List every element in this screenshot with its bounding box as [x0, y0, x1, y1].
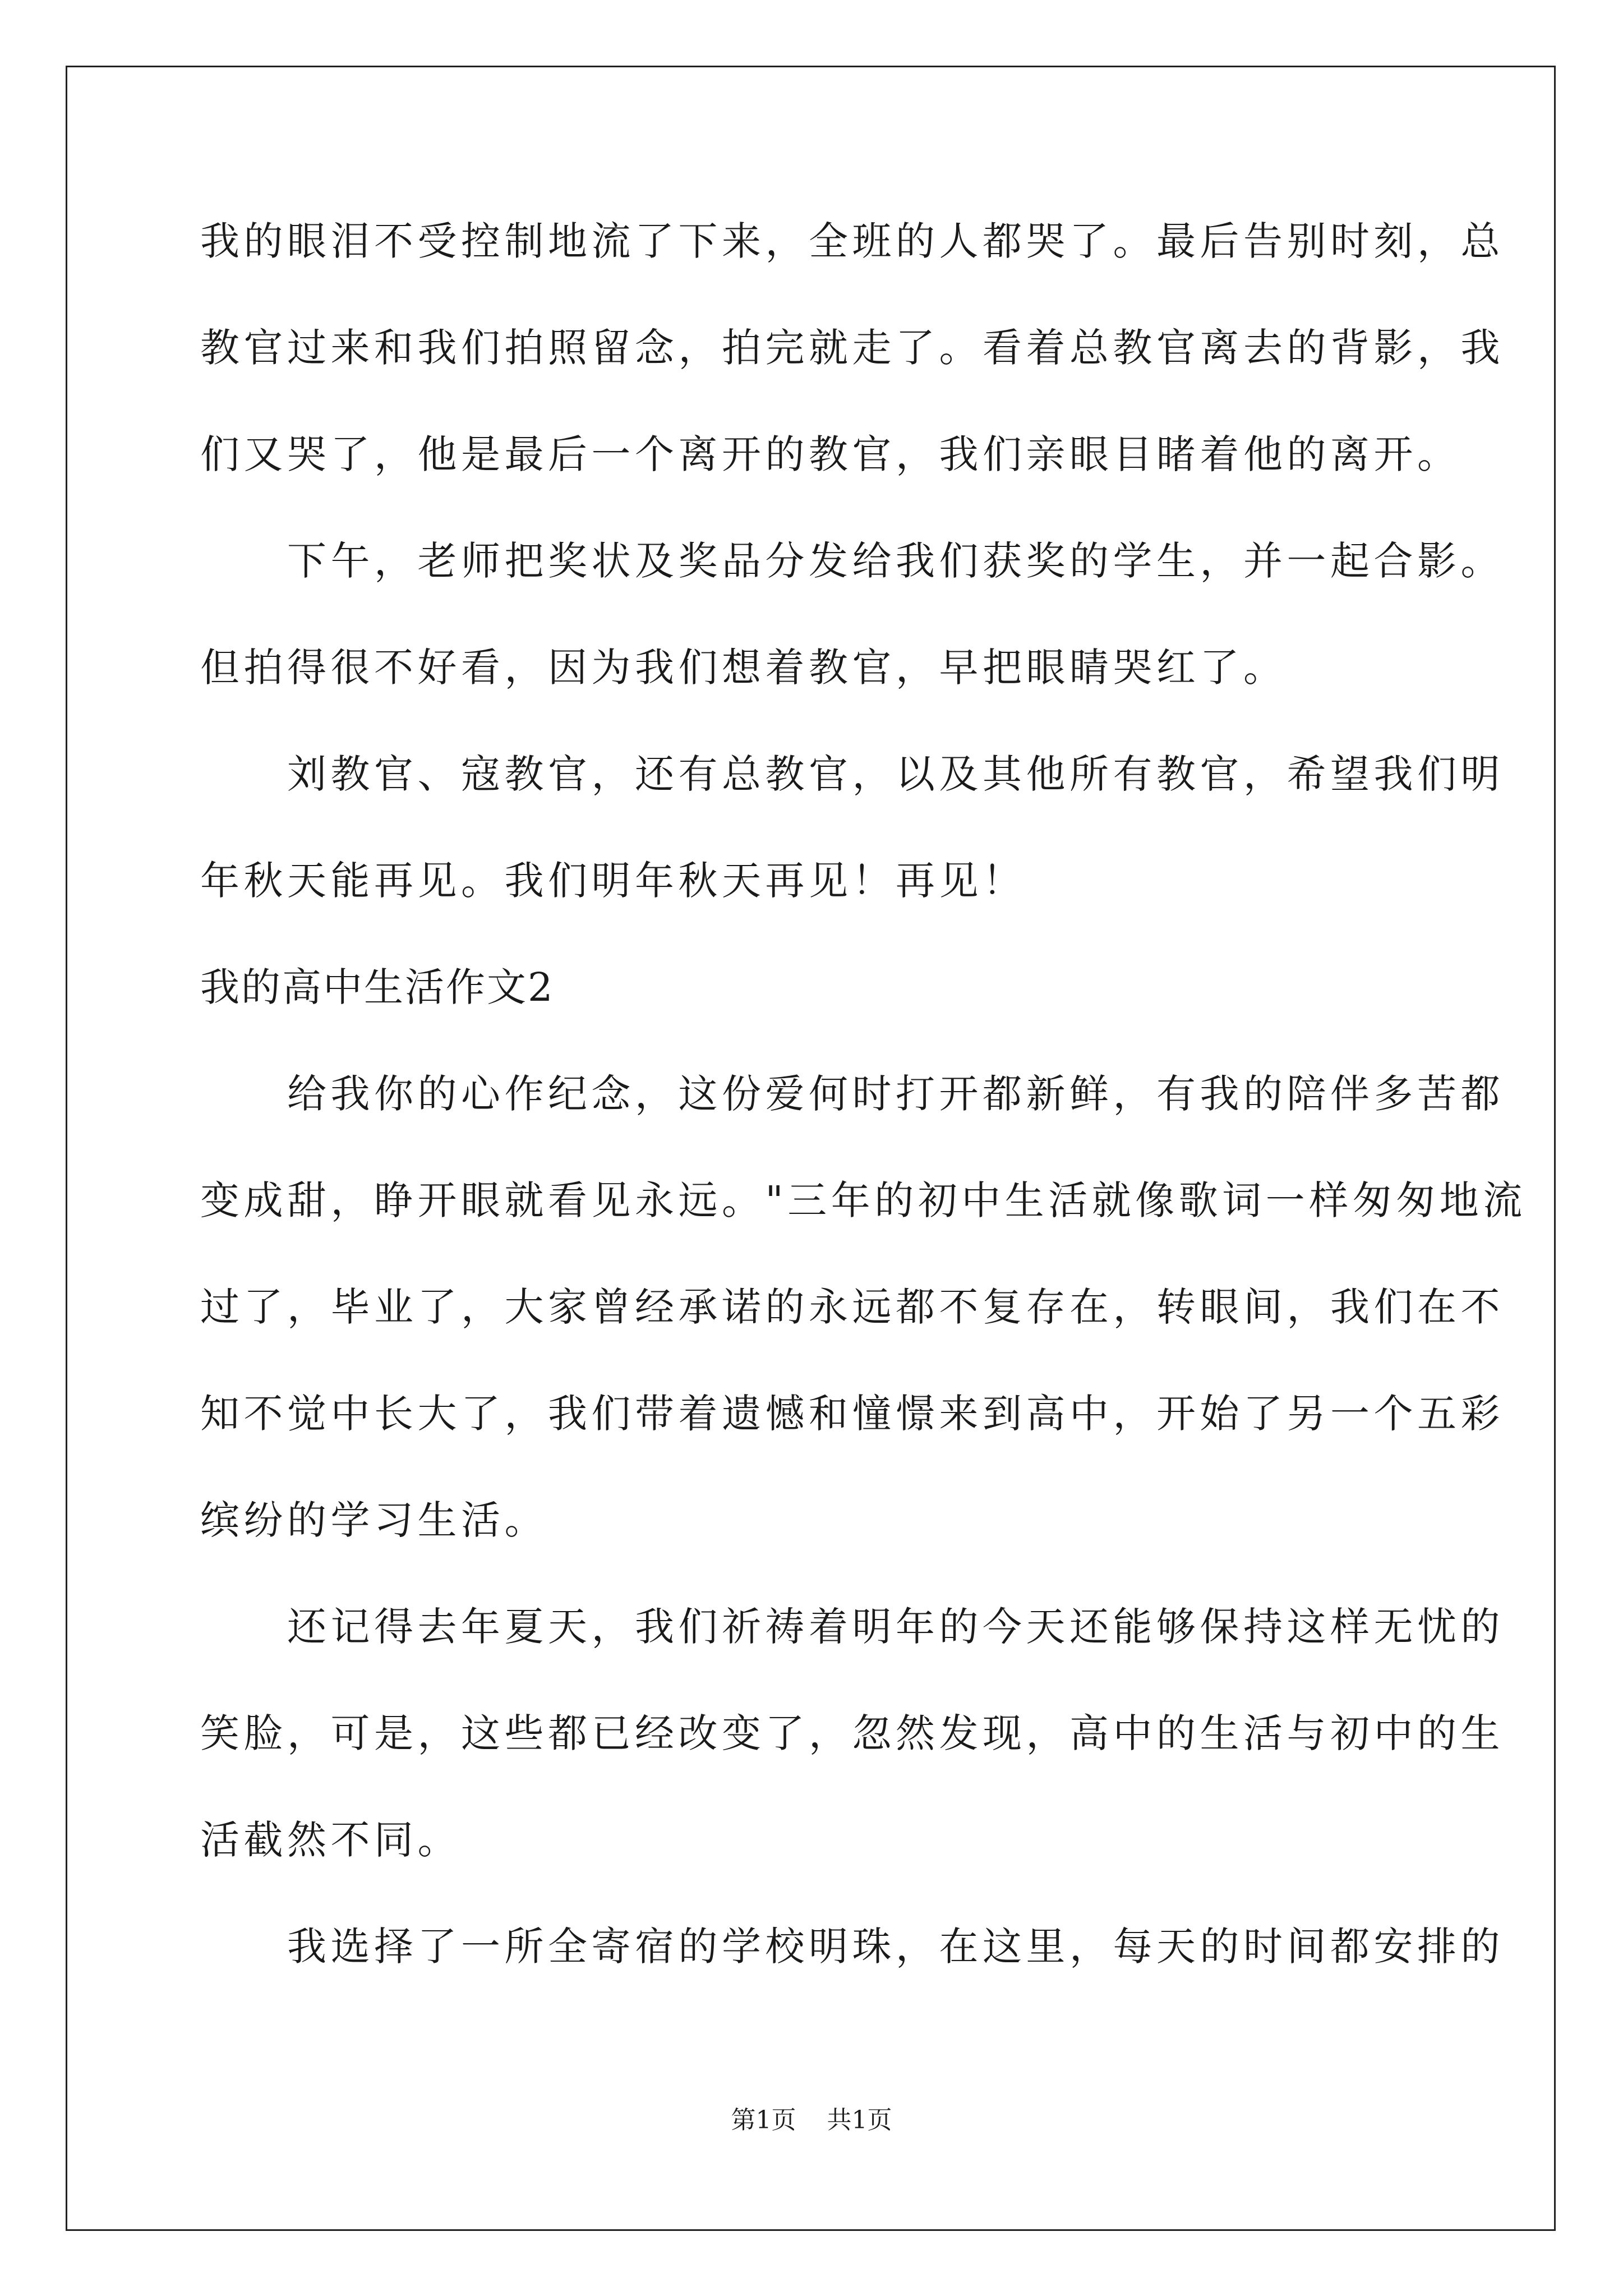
page-total: 共1页: [827, 2106, 892, 2134]
page-number: 第1页: [731, 2106, 796, 2134]
section-heading: 我的高中生活作文2: [200, 964, 555, 1010]
text-line: 我选择了一所全寄宿的学校明珠，在这里，每天的时间都安排的: [200, 1924, 1504, 1970]
text-line: 下午，老师把奖状及奖品分发给我们获奖的学生，并一起合影。: [200, 538, 1504, 584]
text-line: 年秋天能再见。我们明年秋天再见！再见！: [200, 858, 1026, 904]
text-line: 刘教官、寇教官，还有总教官，以及其他所有教官，希望我们明: [200, 751, 1504, 797]
page-footer: [0, 2104, 1623, 2137]
text-line: 还记得去年夏天，我们祈祷着明年的今天还能够保持这样无忧的: [200, 1604, 1504, 1650]
document-body: [200, 208, 1527, 2019]
text-line: 变成甜，睁开眼就看见永远。"三年的初中生活就像歌词一样匆匆地流: [200, 1177, 1527, 1223]
text-line: 过了，毕业了，大家曾经承诺的永远都不复存在，转眼间，我们在不: [200, 1284, 1504, 1330]
text-line: 我的眼泪不受控制地流了下来，全班的人都哭了。最后告别时刻，总: [200, 218, 1504, 264]
text-line: 教官过来和我们拍照留念，拍完就走了。看着总教官离去的背影，我: [200, 325, 1504, 371]
text-line: 给我你的心作纪念，这份爱何时打开都新鲜，有我的陪伴多苦都: [200, 1071, 1504, 1117]
text-line: 活截然不同。: [200, 1817, 461, 1863]
text-line: 知不觉中长大了，我们带着遗憾和憧憬来到高中，开始了另一个五彩: [200, 1391, 1504, 1437]
text-line: 们又哭了，他是最后一个离开的教官，我们亲眼目睹着他的离开。: [200, 431, 1461, 477]
text-line: 缤纷的学习生活。: [200, 1497, 548, 1543]
text-line: 笑脸，可是，这些都已经改变了，忽然发现，高中的生活与初中的生: [200, 1710, 1504, 1756]
text-line: 但拍得很不好看，因为我们想着教官，早把眼睛哭红了。: [200, 645, 1287, 691]
